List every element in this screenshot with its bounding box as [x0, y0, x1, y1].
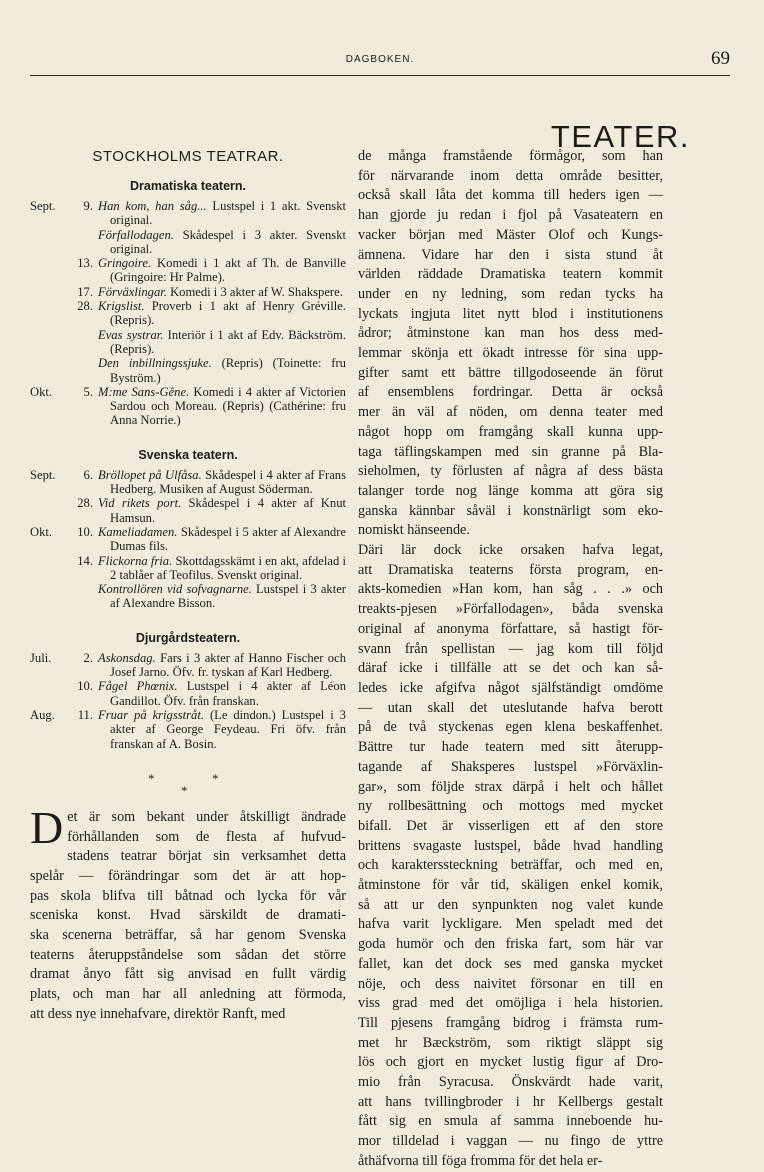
right-column: [358, 147, 663, 1172]
text-line: att hans tvillingbroder i hr Kellbergs gestalt: [358, 1093, 663, 1110]
header-rule: [30, 75, 730, 76]
text-line: talanger torde nog länge komma att göra sig: [358, 482, 663, 499]
work-title: Han kom, han såg...: [98, 199, 207, 213]
work-title: Gringoire.: [98, 256, 152, 271]
text-line: — utan skall det uteslutande hafva berott: [358, 699, 663, 716]
entry-text: [98, 385, 346, 428]
theatre-name: Djurgårdsteatern.: [135, 630, 241, 645]
work-title: Askonsdag.: [98, 650, 156, 665]
entry-line: [98, 285, 346, 299]
entry-day: 10.: [77, 679, 93, 694]
entry-month: [30, 256, 68, 285]
entry-line: [98, 708, 346, 751]
work-title: M:me Sans-Gêne.: [98, 384, 190, 399]
article-intro: [30, 801, 346, 1025]
entry-text: [98, 285, 346, 299]
text-line: ganska kännbar såväl i konstnärligt som eko-: [358, 502, 663, 519]
entry-month: [30, 496, 68, 525]
entry-line: [98, 554, 346, 583]
theatre-name: Svenska teatern.: [138, 447, 238, 462]
work-title: Förväxlingar.: [98, 284, 167, 299]
work-title: Kontrollören vid sofvagnarne.: [98, 582, 252, 597]
text-line: ämnena. Vidare har den i sista stund åt: [358, 246, 663, 263]
text-line: dramat ånyo fått sig anvisad en fullt värdig: [30, 966, 346, 983]
entry-day: 13.: [77, 256, 93, 271]
running-head: [30, 48, 730, 72]
text-line: däraf icke i tillfälle att se det och kan så-: [358, 660, 663, 677]
entry-month: [30, 554, 68, 611]
text-line: met hr Bæckström, som riktigt släppt sig: [358, 1034, 663, 1051]
theatre-name: Dramatiska teatern.: [129, 179, 247, 193]
text-line: världen räddade Dramatiska teatern kommit: [358, 266, 663, 283]
entry-text: [98, 299, 346, 385]
entry-line: [98, 496, 346, 525]
work-details: (Repris) (Toinette: fru Byström.): [110, 356, 346, 385]
work-details: Interiör i 1 akt af Edv. Bäckström. (Repris).: [110, 327, 346, 356]
text-line: han gjorde ju redan i fjol på Vasateatern en: [358, 207, 663, 224]
text-line: mer än väl af nöden, om denna teater med: [358, 404, 663, 421]
work-details: Skådespel i 4 akter af Knut Hamsun.: [110, 496, 346, 525]
entry-line: [98, 199, 346, 228]
entry-month: Sept.: [30, 199, 56, 213]
performance-entry: [30, 299, 346, 385]
work-title: Flickorna fria.: [98, 553, 173, 568]
text-line: åthäfvorna till föga fromma för det hela er-: [358, 1152, 603, 1169]
text-line: och karakterssteckning beträffar, och med en,: [358, 857, 663, 874]
work-details: Lustspel i 3 akter af Alexandre Bisson.: [110, 582, 346, 611]
theatre-listings: [30, 179, 346, 751]
text-line: ledes icke afgifva något själfständigt omdöme: [358, 679, 663, 696]
text-line: af ensemblens fordringar. Detta är också: [358, 384, 663, 401]
entry-line: [98, 328, 346, 357]
text-line: tagande af Shaksperes lustspel »Förväxlin-: [358, 758, 663, 775]
text-line: något hopp om framgång skall kunna upp-: [358, 423, 663, 440]
entry-month: Sept.: [30, 467, 56, 482]
entry-month: [30, 299, 68, 385]
performance-entry: [30, 468, 346, 497]
entry-month: [30, 285, 68, 299]
text-line: också skall låta det komma till heders igen —: [358, 187, 663, 204]
work-details: Skådespel i 5 akter af Alexandre Dumas fils.: [110, 524, 346, 554]
work-title: Förfallodagen.: [98, 227, 174, 242]
text-line: gifter samt ett bättre tillgodoseende än förut: [358, 364, 663, 381]
text-line: et är som bekant under åtskilligt ändrade: [67, 808, 346, 825]
work-details: (Le dindon.) Lustspel i 3 akter af George Feydeau. Fri öfv. från franskan af A. Bosin.: [110, 707, 346, 751]
text-line: treakts-pjesen »Förfallodagen», båda svenska: [358, 601, 663, 618]
entry-line: [98, 356, 346, 385]
entry-text: [98, 199, 346, 256]
text-line: ådror; åtminstone kan man hos dess med-: [358, 325, 663, 342]
work-title: Bröllopet på Ulfåsa.: [98, 467, 202, 482]
text-line: förhållanden som de flesta af hufvud-: [67, 828, 346, 845]
text-line: sieholmen, ty förlusten af några af dess bästa: [358, 463, 663, 480]
entry-month: Juli.: [30, 650, 52, 665]
text-line: Till pjesens framgång bidrog i främsta rum-: [358, 1014, 663, 1031]
work-details: Komedi i 3 akter af W. Shakspere.: [166, 284, 343, 299]
work-details: Skottdagsskämt i en akt, afdelad i 2 tablåer af Teofilus. Svenskt original.: [110, 553, 346, 582]
work-details: Skådespel i 3 akter. Svenskt original.: [110, 227, 346, 256]
text-line: plats, och man har all anledning att förmoda,: [30, 986, 346, 1003]
performance-entry: [30, 385, 346, 428]
entry-day: 17.: [77, 284, 93, 299]
performance-entry: [30, 496, 346, 525]
text-line: mor tilldelad i vaggan — nu fingo de yttre: [358, 1133, 663, 1150]
entry-month: Aug.: [30, 707, 55, 722]
text-line: hafva varit lyckligare. Men speladt med det: [358, 916, 663, 933]
entry-day: 11.: [77, 707, 93, 722]
work-title: Evas systrar.: [98, 327, 164, 342]
work-details: Komedi i 1 akt af Th. de Banville (Gringoire: Hr Palme).: [110, 256, 346, 285]
entry-text: [98, 708, 346, 751]
text-line: svann från spellistan — jag kom till följd: [358, 640, 663, 657]
text-line: pas skola blifva till båtnad och lycka för vår: [30, 887, 346, 904]
entry-text: [98, 468, 346, 497]
work-title: Fågel Phœnix.: [98, 679, 178, 694]
performance-entry: [30, 554, 346, 611]
performance-entry: [30, 256, 346, 285]
running-title: DAGBOKEN.: [345, 54, 415, 65]
work-details: Lustspel i 1 akt. Svenskt original.: [110, 199, 346, 228]
work-details: Komedi i 4 akter af Victorien Sardou och Moreau. (Repris) (Cathérine: fru Anna Norrie.): [110, 384, 346, 428]
text-line: Bättre tur hade teatern med sitt återupp-: [358, 739, 663, 756]
performance-entry: [30, 651, 346, 680]
entry-text: [98, 256, 346, 285]
text-line: fått sig en smula af samma inneboende hu-: [358, 1113, 663, 1130]
entry-line: [98, 468, 346, 497]
page-number: 69: [711, 48, 730, 69]
asterisk: *: [181, 782, 188, 798]
entry-line: [98, 299, 346, 328]
performance-list: [30, 468, 346, 611]
text-line: vacker början med Mäster Olof och Kungs-: [358, 226, 663, 243]
text-line: för närvarande inom detta område besitter,: [358, 167, 663, 184]
entry-day: 2.: [83, 650, 93, 665]
text-line: akts-komedien »Han kom, han såg . . .» och: [358, 581, 663, 598]
entry-line: [98, 651, 346, 680]
work-details: Lustspel i 4 akter af Léon Gandillot. Öfv. från franskan.: [110, 679, 346, 708]
entry-line: [98, 256, 346, 285]
text-line: goda humör och den friska fart, som här var: [358, 936, 663, 953]
text-line: att dess nye innehafvare, direktör Ranft, med: [30, 1005, 286, 1022]
entry-month: Okt.: [30, 384, 53, 399]
entry-day: 14.: [77, 553, 93, 568]
entry-month: [30, 679, 68, 708]
work-title: Vid rikets port.: [98, 496, 182, 511]
text-line: att Dramatiska teaterns första program, en-: [358, 561, 663, 578]
entry-month: Okt.: [30, 524, 53, 539]
text-line: Däri lär dock icke orsaken hafva legat,: [358, 542, 663, 559]
performance-entry: [30, 679, 346, 708]
text-line: original af anonyma författare, så hastigt för-: [358, 620, 663, 637]
text-line: fallet, kan det dock ses med ganska mycket: [358, 955, 663, 972]
text-line: gar», som följde strax därpå i helt och hållet: [358, 778, 663, 795]
text-line: nöje, och dess naivitet försonar en till en: [358, 975, 663, 992]
page-title: TEATER.: [550, 118, 690, 154]
text-line: brittens svagaste lustspel, både hvad handling: [358, 837, 663, 854]
left-column: [30, 146, 346, 1025]
text-line: de många framstående förmågor, som han: [358, 148, 663, 164]
text-line: ny rollbesättning och mottogs med mycket: [358, 798, 663, 815]
text-line: under en ny ledning, som redan tycks ha: [358, 285, 663, 302]
work-title: Den inbillningssjuke.: [98, 356, 212, 371]
text-line: viss grad med det omöjliga i hela historien.: [358, 995, 663, 1012]
text-line: bifall. Det är visserligen ett af den store: [358, 817, 663, 834]
entry-day: 28.: [77, 299, 93, 314]
entry-day: 10.: [77, 524, 93, 539]
drop-cap: D: [30, 801, 64, 853]
performance-list: [30, 651, 346, 751]
text-line: nomiskt hänseende.: [358, 522, 470, 539]
text-line: spelår — förändringar som det är att hop-: [30, 867, 346, 884]
work-title: Kameliadamen.: [98, 524, 178, 539]
text-line: lyckats ingjuta litet nytt blod i institutionens: [358, 305, 663, 322]
text-line: ska scenerna beträffar, så har genom Svenska: [30, 927, 346, 944]
entry-line: [98, 228, 346, 257]
performance-entry: [30, 708, 346, 751]
text-line: taga täflingskampen med sin granne på Bla-: [358, 443, 663, 460]
text-line: sceniska konst. Hvad särskildt de dramati-: [30, 907, 346, 924]
entry-text: [98, 651, 346, 680]
work-title: Krigslist.: [98, 299, 145, 314]
performance-entry: [30, 199, 346, 256]
work-title: Fruar på krigsstråt.: [98, 707, 204, 722]
performance-list: [30, 199, 346, 428]
text-line: mio från Syracusa. Önskvärdt hade varit,: [358, 1074, 663, 1091]
performance-entry: [30, 525, 346, 554]
entry-line: [98, 385, 346, 428]
section-title: STOCKHOLMS TEATRAR.: [92, 148, 284, 165]
entry-text: [98, 679, 346, 708]
text-line: teaterns återuppståndelse som sådan det större: [30, 946, 346, 963]
asterisk: *: [148, 770, 155, 786]
text-line: stadens teatrar börjat sin verksamhet detta: [67, 848, 346, 865]
text-line: lös och gjort en mycket lustig figur af Dro-: [358, 1054, 663, 1071]
entry-day: 28.: [77, 496, 93, 511]
text-line: åtminstone för vår tid, skäligen enkel komik,: [358, 877, 663, 894]
entry-day: 5.: [83, 384, 93, 399]
entry-day: 6.: [83, 467, 93, 482]
entry-day: 9.: [83, 199, 93, 213]
entry-text: [98, 525, 346, 554]
article-body: [358, 147, 663, 1172]
entry-text: [98, 554, 346, 611]
asterism: [30, 767, 346, 803]
entry-line: [98, 582, 346, 611]
text-line: så att ur den synpunkten nog valet kunde: [358, 896, 663, 913]
entry-text: [98, 496, 346, 525]
performance-entry: [30, 285, 346, 299]
work-details: Skådespel i 4 akter af Frans Hedberg. Musiken af August Söderman.: [110, 467, 346, 497]
text-line: lemmar skönja ett ökadt intresse för sina upp-: [358, 345, 663, 362]
entry-line: [98, 679, 346, 708]
work-details: Fars i 3 akter af Hanno Fischer och Josef Jarno. Öfv. fr. tyskan af Karl Hedberg.: [110, 650, 346, 680]
work-details: Proverb i 1 akt af Henry Gréville. (Repris).: [110, 299, 346, 328]
asterisk: *: [212, 770, 219, 786]
text-line: på de två styckenas egen klena beskaffenhet.: [358, 719, 663, 736]
entry-line: [98, 525, 346, 554]
